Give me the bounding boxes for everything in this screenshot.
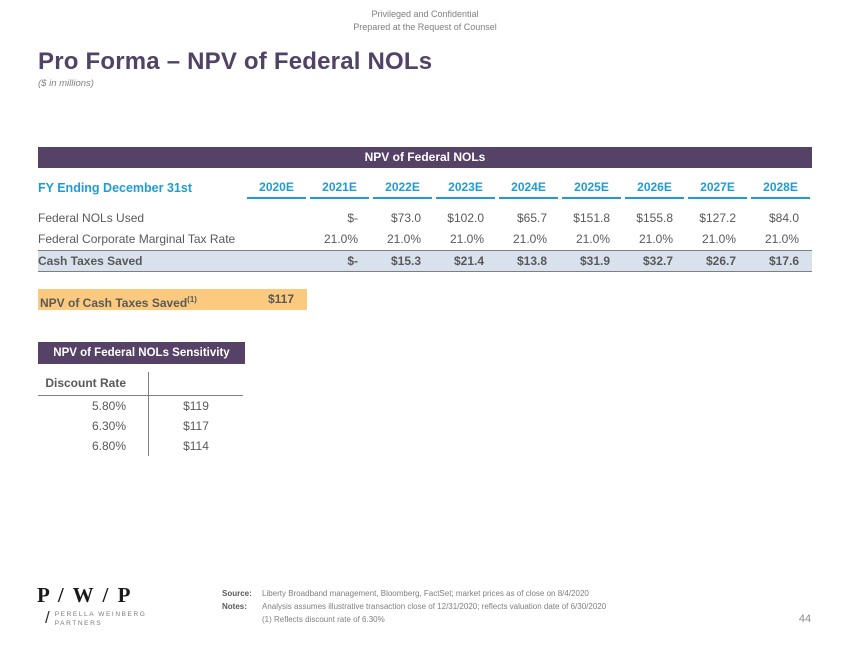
source-text: Liberty Broadband management, Bloomberg, FactSet; market prices as of close on 8/4/2020 <box>262 589 589 598</box>
table-cell <box>245 208 308 229</box>
table-cell: 21.0% <box>764 232 799 246</box>
sensitivity-row <box>38 416 243 436</box>
year-column-header: 2025E <box>562 180 621 199</box>
npv-row-value: $117 <box>267 292 294 306</box>
sensitivity-table-header <box>38 372 243 396</box>
table-cell: $32.7 <box>642 254 673 268</box>
source-notes-block <box>222 587 606 626</box>
table-cell: $65.7 <box>516 211 547 225</box>
confidentiality-header <box>0 8 850 34</box>
sensitivity-table <box>38 372 243 456</box>
logo-slash-glyph: / <box>45 608 50 627</box>
table-cell: 21.0% <box>512 232 547 246</box>
table-cell: $21.4 <box>453 254 484 268</box>
npv-value-cell: $117 <box>148 416 243 436</box>
table-cell: $127.2 <box>699 211 736 225</box>
npv-cash-taxes-saved-row <box>38 289 307 310</box>
sensitivity-row <box>38 396 243 416</box>
table-cell: 21.0% <box>638 232 673 246</box>
sensitivity-row <box>38 436 243 456</box>
logo-line-partners: PARTNERS <box>54 620 103 627</box>
section-header-bar: NPV of Federal NOLs <box>38 147 812 168</box>
table-cell: 21.0% <box>449 232 484 246</box>
table-cell: 21.0% <box>323 232 358 246</box>
table-cell: $102.0 <box>447 211 484 225</box>
table-cell: $84.0 <box>768 211 799 225</box>
sensitivity-header-bar: NPV of Federal NOLs Sensitivity <box>38 342 245 364</box>
year-column-header: 2022E <box>373 180 432 199</box>
pwp-logo-wordmark <box>45 608 146 628</box>
table-cell <box>245 229 308 250</box>
main-table-body <box>38 208 812 272</box>
notes-spacer <box>222 613 262 626</box>
table-cell: 21.0% <box>386 232 421 246</box>
discount-rate-cell: 5.80% <box>91 399 126 413</box>
table-cell: $- <box>347 254 358 268</box>
table-cell: $17.6 <box>768 254 799 268</box>
npv-federal-nols-section <box>38 147 812 272</box>
row-label: Cash Taxes Saved <box>38 254 143 268</box>
row-label: Federal Corporate Marginal Tax Rate <box>38 232 236 246</box>
year-column-header: 2026E <box>625 180 684 199</box>
sensitivity-table-body <box>38 396 243 456</box>
discount-rate-cell: 6.30% <box>91 419 126 433</box>
fy-ending-label: FY Ending December 31st <box>38 181 192 195</box>
table-cell: $26.7 <box>705 254 736 268</box>
logo-line-perella-weinberg: PERELLA WEINBERG <box>54 611 147 618</box>
year-header-row <box>38 180 812 199</box>
discount-rate-header: Discount Rate <box>45 376 126 390</box>
table-cell: 21.0% <box>575 232 610 246</box>
page-title: Pro Forma – NPV of Federal NOLs <box>38 48 433 75</box>
year-column-header: 2027E <box>688 180 747 199</box>
npv-row-label: NPV of Cash Taxes Saved$^{(1)}$ <box>40 295 197 310</box>
table-cell: $15.3 <box>390 254 421 268</box>
table-row <box>38 208 812 229</box>
row-label: Federal NOLs Used <box>38 211 145 225</box>
table-cell <box>245 251 308 271</box>
year-column-header: 2021E <box>310 180 369 199</box>
sensitivity-value-header <box>148 372 243 395</box>
year-column-header: 2028E <box>751 180 810 199</box>
page-number: 44 <box>798 613 812 625</box>
table-cell: $31.9 <box>579 254 610 268</box>
confidential-line-1: Privileged and Confidential <box>371 9 479 19</box>
table-cell: $73.0 <box>390 211 421 225</box>
table-row <box>38 229 812 250</box>
year-column-header: 2020E <box>247 180 306 199</box>
source-label: Source: <box>222 589 252 598</box>
footnote-marker: (1) <box>187 295 197 304</box>
discount-rate-cell: 6.80% <box>91 439 126 453</box>
notes-label: Notes: <box>222 602 247 611</box>
table-cell: $155.8 <box>636 211 673 225</box>
year-column-header: 2024E <box>499 180 558 199</box>
npv-value-cell: $119 <box>148 396 243 416</box>
footnote-1-text: (1) Reflects discount rate of 6.30% <box>262 615 385 624</box>
npv-value-cell: $114 <box>148 436 243 456</box>
logo-words <box>55 608 147 628</box>
table-cell: $- <box>347 211 358 225</box>
table-row <box>38 250 812 272</box>
units-subtitle: ($ in millions) <box>38 78 94 89</box>
table-cell: $151.8 <box>573 211 610 225</box>
confidential-line-2: Prepared at the Request of Counsel <box>353 22 497 32</box>
year-column-header: 2023E <box>436 180 495 199</box>
pwp-logo-initials: P / W / P <box>37 583 133 607</box>
table-cell: 21.0% <box>701 232 736 246</box>
notes-text: Analysis assumes illustrative transaction close of 12/31/2020; reflects valuation date of 6/30/2020 <box>262 602 607 611</box>
pwp-logo <box>37 584 146 628</box>
table-cell: $13.8 <box>516 254 547 268</box>
